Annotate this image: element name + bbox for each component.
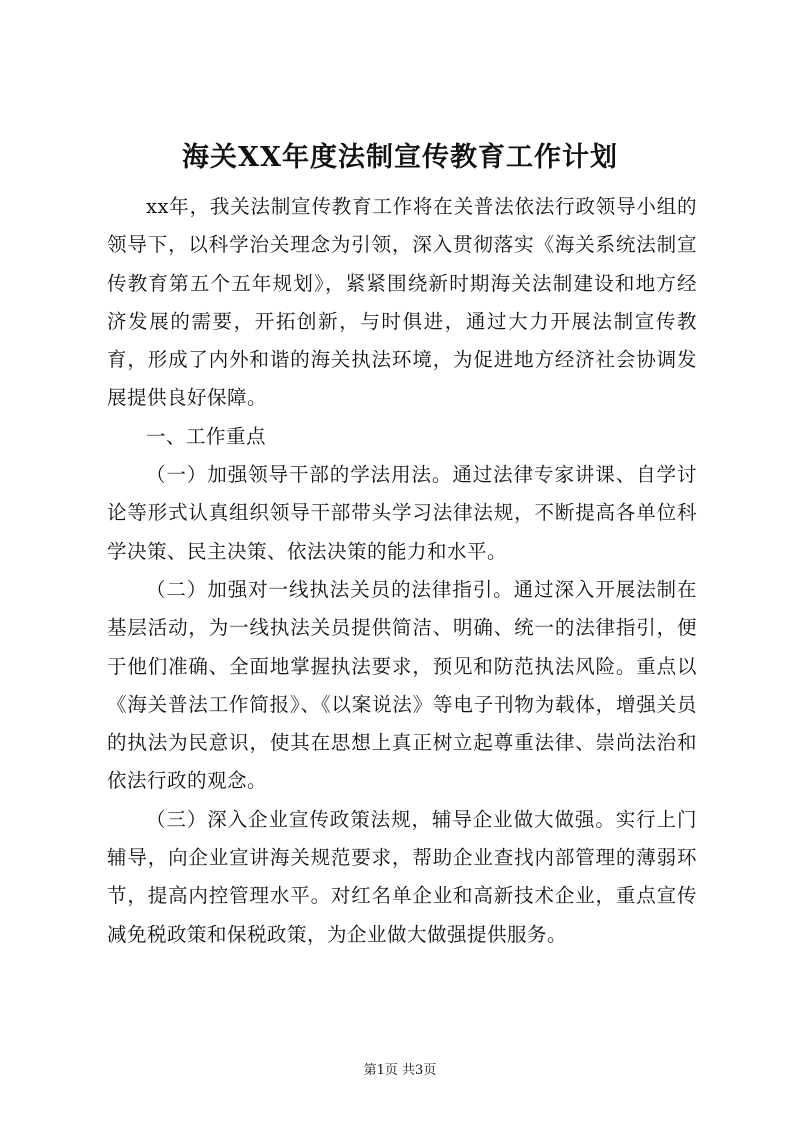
document-title: 海关XX年度法制宣传教育工作计划 <box>182 142 618 173</box>
body-paragraph: （二）加强对一线执法关员的法律指引。通过深入开展法制在基层活动，为一线执法关员提供简洁、明确、统一的法律指引，便于他们准确、全面地掌握执法要求，预见和防范执法风险。重点以《海关普法工作简报》、《以案说法》等电子刊物为载体，增强关员的执法为民意识，使其在思想上真正树立起尊重法律、崇尚法治和依法行政的观念。 <box>107 577 697 793</box>
body-paragraph: （一）加强领导干部的学法用法。通过法律专家讲课、自学讨论等形式认真组织领导干部带头学习法律法规，不断提高各单位科学决策、民主决策、依法决策的能力和水平。 <box>107 463 697 563</box>
page-footer: 第1页 共3页 <box>363 1063 437 1078</box>
body-paragraph: （三）深入企业宣传政策法规，辅导企业做大做强。实行上门辅导，向企业宣讲海关规范要求，帮助企业查找内部管理的薄弱环节，提高内控管理水平。对红名单企业和高新技术企业，重点宣传减免税政策和保税政策，为企业做大做强提供服务。 <box>107 807 697 946</box>
section-heading: 一、工作重点 <box>146 424 267 448</box>
document-body <box>107 188 697 954</box>
intro-paragraph: xx年，我关法制宣传教育工作将在关普法依法行政领导小组的领导下，以科学治关理念为引领，深入贯彻落实《海关系统法制宣传教育第五个五年规划》，紧紧围绕新时期海关法制建设和地方经济发展的需要，开拓创新，与时俱进，通过大力开展法制宣传教育，形成了内外和谐的海关执法环境，为促进地方经济社会协调发展提供良好保障。 <box>107 195 697 410</box>
